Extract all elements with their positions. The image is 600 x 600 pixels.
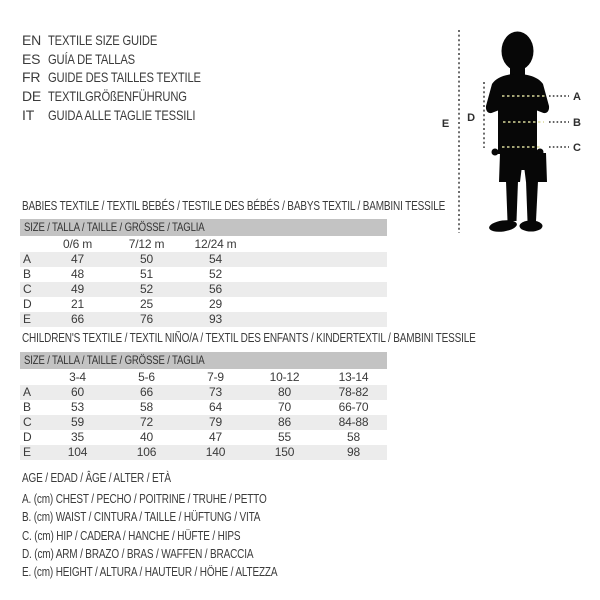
cell-value: 78-82 — [338, 385, 369, 399]
size-header-bar: SIZE / TALLA / TAILLE / GRÖSSE / TAGLIA — [20, 219, 387, 236]
cell-value: 66 — [140, 385, 153, 399]
table-row — [20, 400, 387, 415]
cell-value: 50 — [140, 252, 153, 266]
measurement-label-hip: C — [573, 142, 581, 154]
cell-value: 40 — [140, 430, 153, 444]
cell-value: 47 — [209, 430, 222, 444]
cell-value: 54 — [209, 252, 222, 266]
cell-value: 25 — [140, 297, 153, 311]
cell-value: 80 — [278, 385, 291, 399]
column-header: 12/24 m — [194, 237, 237, 251]
table-row — [20, 267, 387, 282]
children-table-title: CHILDREN'S TEXTILE / TEXTIL NIÑO/A / TEXTIL DES ENFANTS / KINDERTEXTIL / BAMBINI TESSILE — [22, 331, 476, 345]
language-title: GUÍA DE TALLAS — [48, 50, 135, 67]
row-label: C — [23, 282, 32, 296]
row-label: D — [23, 430, 32, 444]
babies-table-title: BABIES TEXTILE / TEXTIL BEBÉS / TESTILE DES BÉBÉS / BABYS TEXTIL / BAMBINI TESSILE — [22, 199, 446, 213]
cell-value: 70 — [278, 400, 291, 414]
legend-item-height: E. (cm) HEIGHT / ALTURA / HAUTEUR / HÖHE / ALTEZZA — [22, 565, 278, 580]
column-header-row — [20, 236, 387, 252]
cell-value: 93 — [209, 312, 222, 326]
cell-value: 98 — [347, 445, 360, 459]
cell-value: 47 — [71, 252, 84, 266]
column-header: 5-6 — [138, 370, 155, 384]
cell-value: 55 — [278, 430, 291, 444]
cell-value: 52 — [140, 282, 153, 296]
cell-value: 49 — [71, 282, 84, 296]
cell-value: 106 — [136, 445, 157, 459]
language-row — [22, 50, 239, 69]
legend-item-waist: B. (cm) WAIST / CINTURA / TAILLE / HÜFTUNG / VITA — [22, 510, 261, 525]
cell-value: 84-88 — [338, 415, 369, 429]
size-header-bar: SIZE / TALLA / TAILLE / GRÖSSE / TAGLIA — [20, 352, 387, 369]
row-label: D — [23, 297, 32, 311]
language-row — [22, 87, 239, 106]
measurement-label-height: E — [441, 118, 450, 130]
measurement-label-arm: D — [467, 112, 475, 124]
table-row — [20, 312, 387, 327]
cell-value: 58 — [347, 430, 360, 444]
legend-item-hip: C. (cm) HIP / CADERA / HANCHE / HÜFTE / HIPS — [22, 528, 241, 543]
row-label: E — [23, 445, 31, 459]
language-code: FR — [22, 69, 41, 86]
measurement-legend — [22, 490, 341, 581]
cell-value: 140 — [205, 445, 226, 459]
row-label: E — [23, 312, 31, 326]
cell-value: 35 — [71, 430, 84, 444]
column-header: 10-12 — [269, 370, 300, 384]
language-row — [22, 106, 239, 125]
table-row — [20, 252, 387, 267]
table-row — [20, 430, 387, 445]
cell-value: 76 — [140, 312, 153, 326]
cell-value: 53 — [71, 400, 84, 414]
cell-value: 58 — [140, 400, 153, 414]
table-row — [20, 282, 387, 297]
row-label: A — [23, 385, 31, 399]
row-label: B — [23, 400, 31, 414]
cell-value: 56 — [209, 282, 222, 296]
table-row — [20, 445, 387, 460]
measurement-label-waist: B — [573, 117, 581, 129]
language-code: EN — [22, 32, 42, 48]
language-code: ES — [22, 50, 41, 67]
column-header: 7/12 m — [128, 237, 165, 251]
cell-value: 73 — [209, 385, 222, 399]
row-label: C — [23, 415, 32, 429]
language-row — [22, 68, 239, 87]
cell-value: 51 — [140, 267, 153, 281]
cell-value: 150 — [274, 445, 295, 459]
cell-value: 104 — [67, 445, 88, 459]
cell-value: 64 — [209, 400, 222, 414]
language-code: IT — [22, 106, 35, 123]
babies-size-table — [20, 219, 387, 327]
column-header: 0/6 m — [62, 237, 92, 251]
column-header: 3-4 — [69, 370, 86, 384]
table-row — [20, 385, 387, 400]
cell-value: 21 — [71, 297, 84, 311]
language-list — [22, 31, 239, 124]
measurement-label-chest: A — [573, 91, 581, 103]
cell-value: 52 — [209, 267, 222, 281]
row-label: A — [23, 252, 31, 266]
cell-value: 72 — [140, 415, 153, 429]
legend-item-chest: A. (cm) CHEST / PECHO / POITRINE / TRUHE / PETTO — [22, 492, 267, 506]
column-header: 13-14 — [338, 370, 369, 384]
cell-value: 86 — [278, 415, 291, 429]
language-title: TEXTILE SIZE GUIDE — [48, 32, 158, 48]
cell-value: 79 — [209, 415, 222, 429]
cell-value: 66 — [71, 312, 84, 326]
table-row — [20, 297, 387, 312]
language-title: GUIDA ALLE TAGLIE TESSILI — [48, 106, 196, 123]
age-line: AGE / EDAD / ÂGE / ALTER / ETÀ — [22, 471, 171, 485]
language-row — [22, 31, 239, 50]
row-label: B — [23, 267, 31, 281]
cell-value: 66-70 — [338, 400, 369, 414]
language-title: GUIDE DES TAILLES TEXTILE — [48, 69, 201, 86]
cell-value: 29 — [209, 297, 222, 311]
language-code: DE — [22, 88, 42, 105]
column-header: 7-9 — [207, 370, 224, 384]
children-size-table — [20, 352, 387, 460]
table-row — [20, 415, 387, 430]
cell-value: 48 — [71, 267, 84, 281]
cell-value: 59 — [71, 415, 84, 429]
cell-value: 60 — [71, 385, 84, 399]
legend-item-arm: D. (cm) ARM / BRAZO / BRAS / WAFFEN / BRACCIA — [22, 546, 254, 561]
language-title: TEXTILGRÖßENFÜHRUNG — [48, 88, 187, 105]
column-header-row — [20, 369, 387, 385]
